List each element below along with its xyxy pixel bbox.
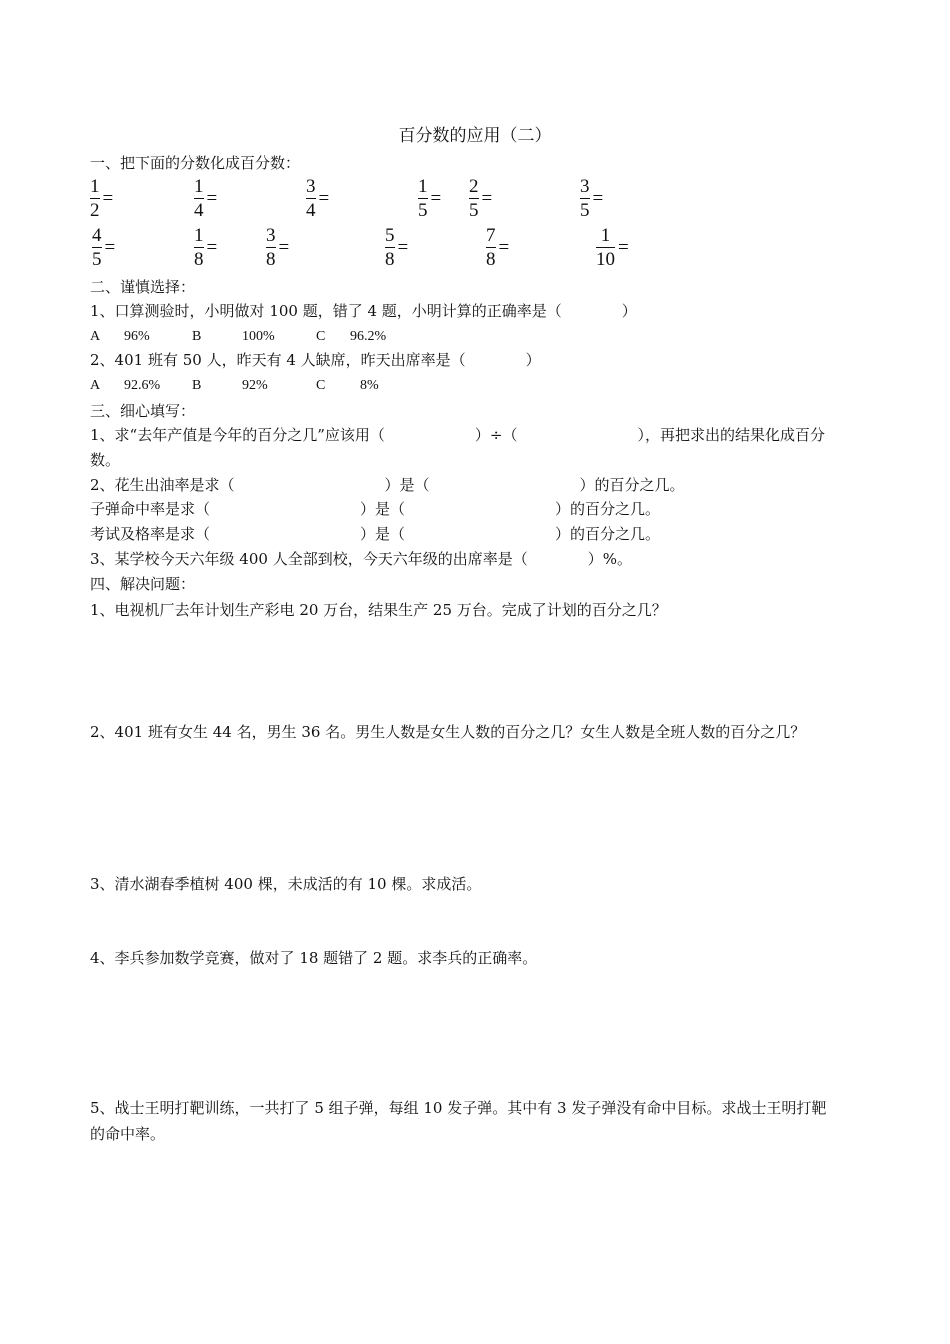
q2-option-c-letter: C bbox=[316, 378, 326, 393]
choice-question-1: 1、口算测验时，小明做对 100 题，错了 4 题，小明计算的正确率是（ ） bbox=[90, 302, 637, 320]
fraction-3-4: 3 4 = bbox=[306, 176, 330, 221]
fraction-5-8: 5 8 = bbox=[385, 225, 409, 270]
fraction-7-8: 7 8 = bbox=[486, 225, 510, 270]
fill-question-2-line3: 考试及格率是求（ ）是（ ）的百分之几。 bbox=[90, 525, 661, 543]
fraction-4-5: 4 5 = bbox=[92, 225, 116, 270]
q1-option-a-letter: A bbox=[90, 329, 101, 344]
fill-question-1-line2: 数。 bbox=[90, 451, 121, 469]
fill-question-2-line2: 子弹命中率是求（ ）是（ ）的百分之几。 bbox=[90, 500, 661, 518]
q2-option-a-letter: A bbox=[90, 378, 101, 393]
fill-question-1-line1: 1、求“去年产值是今年的百分之几”应该用（ ）÷（ ），再把求出的结果化成百分 bbox=[90, 426, 825, 444]
fraction-3-5: 3 5 = bbox=[580, 176, 604, 221]
q2-option-b-value: 92% bbox=[242, 378, 268, 393]
fraction-1-4: 1 4 = bbox=[194, 176, 218, 221]
q2-option-a-value: 92.6% bbox=[124, 378, 161, 393]
problem-5-line2: 的命中率。 bbox=[90, 1125, 166, 1143]
fraction-1-2: 1 2 = bbox=[90, 176, 114, 221]
q1-option-b-letter: B bbox=[192, 329, 202, 344]
section3-heading: 三、细心填写： bbox=[90, 402, 196, 420]
problem-3: 3、清水湖春季植树 400 棵，未成活的有 10 棵。求成活。 bbox=[90, 875, 482, 893]
q1-option-a-value: 96% bbox=[124, 329, 150, 344]
fill-question-3: 3、某学校今天六年级 400 人全部到校，今天六年级的出席率是（ ）%。 bbox=[90, 550, 632, 568]
page-title: 百分数的应用（二） bbox=[398, 126, 552, 146]
section1-heading: 一、把下面的分数化成百分数： bbox=[90, 154, 301, 172]
q2-option-c-value: 8% bbox=[360, 378, 379, 393]
fraction-1-10: 1 10 = bbox=[596, 225, 629, 270]
q1-option-c-value: 96.2% bbox=[350, 329, 387, 344]
problem-2: 2、401 班有女生 44 名，男生 36 名。男生人数是女生人数的百分之几？女生人数是全班人数的百分之几？ bbox=[90, 723, 806, 741]
fraction-1-5: 1 5 = bbox=[418, 176, 442, 221]
fraction-2-5: 2 5 = bbox=[469, 176, 493, 221]
fill-question-2-line1: 2、花生出油率是求（ ）是（ ）的百分之几。 bbox=[90, 476, 685, 494]
fraction-3-8: 3 8 = bbox=[266, 225, 290, 270]
problem-4: 4、李兵参加数学竞赛，做对了 18 题错了 2 题。求李兵的正确率。 bbox=[90, 949, 538, 967]
section4-heading: 四、解决问题： bbox=[90, 575, 196, 593]
choice-question-2: 2、401 班有 50 人，昨天有 4 人缺席，昨天出席率是（ ） bbox=[90, 351, 541, 369]
q1-option-c-letter: C bbox=[316, 329, 326, 344]
q2-option-b-letter: B bbox=[192, 378, 202, 393]
problem-5-line1: 5、战士王明打靶训练，一共打了 5 组子弹，每组 10 发子弹。其中有 3 发子弹没有命中目标。求战士王明打靶 bbox=[90, 1099, 827, 1117]
q1-option-b-value: 100% bbox=[242, 329, 275, 344]
problem-1: 1、电视机厂去年计划生产彩电 20 万台，结果生产 25 万台。完成了计划的百分之几？ bbox=[90, 601, 667, 619]
section2-heading: 二、谨慎选择： bbox=[90, 278, 196, 296]
fraction-1-8: 1 8 = bbox=[194, 225, 218, 270]
